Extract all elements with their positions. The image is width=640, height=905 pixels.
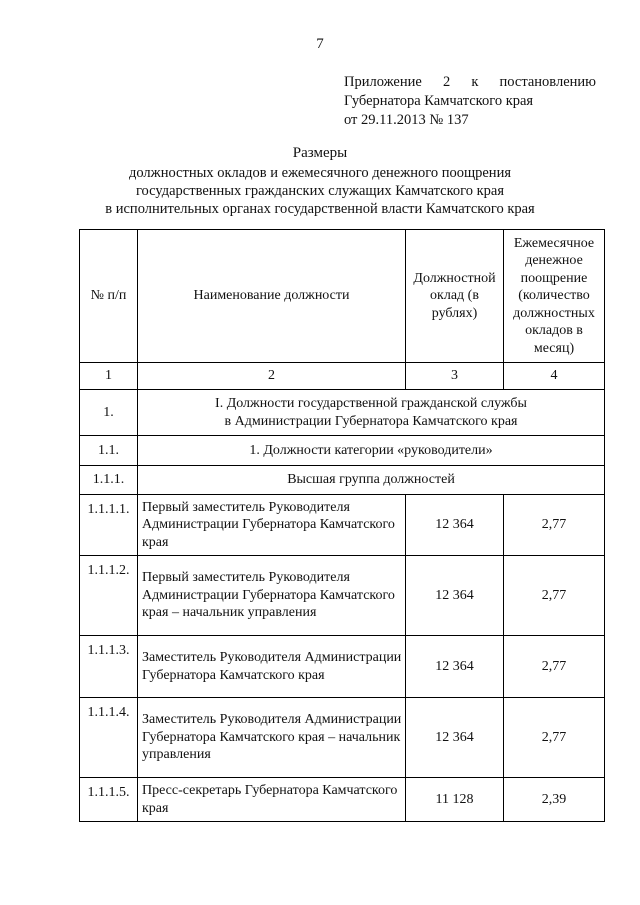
column-number-row: [80, 363, 605, 390]
salary-table: [79, 229, 605, 822]
header-salary: Должностной оклад (в рублях): [406, 230, 504, 363]
row-salary: 12 364: [406, 556, 504, 636]
title-line-4: в исполнительных органах государственной власти Камчатского края: [105, 201, 535, 217]
subsection-row: [80, 436, 605, 466]
col-number: 4: [504, 363, 605, 390]
row-position: Первый заместитель Руководителя Администрации Губернатора Камчатского края: [138, 495, 406, 556]
group-num: 1.1.1.: [80, 466, 138, 495]
section-title-line-2: в Администрации Губернатора Камчатского края: [224, 413, 518, 429]
col-number: 3: [406, 363, 504, 390]
appendix-line-3: от 29.11.2013 № 137: [344, 112, 469, 128]
appendix-line-1: Приложение 2 к постановлению: [344, 74, 596, 90]
row-salary: 12 364: [406, 495, 504, 556]
title-line-2: должностных окладов и ежемесячного денежного поощрения: [129, 165, 511, 181]
row-position: Первый заместитель Руководителя Администрации Губернатора Камчатского края – начальник управления: [138, 556, 406, 636]
row-bonus: 2,77: [504, 636, 605, 698]
table-header-row: [80, 230, 605, 363]
table-row: [80, 495, 605, 556]
section-num: 1.: [80, 390, 138, 436]
row-bonus: 2,77: [504, 495, 605, 556]
table-row: [80, 636, 605, 698]
row-num: 1.1.1.1.: [80, 495, 138, 556]
row-num: 1.1.1.2.: [80, 556, 138, 636]
table-row: [80, 778, 605, 822]
table-row: [80, 698, 605, 778]
title-line-3: государственных гражданских служащих Камчатского края: [135, 183, 505, 199]
row-position: Заместитель Руководителя Администрации Губернатора Камчатского края – начальник управления: [138, 698, 406, 778]
group-row: [80, 466, 605, 495]
section-title: [138, 390, 605, 436]
row-salary: 12 364: [406, 698, 504, 778]
appendix-line-2: Губернатора Камчатского края: [344, 93, 534, 109]
header-bonus: Ежемесячное денежное поощрение (количество должностных окладов в месяц): [504, 230, 605, 363]
section-row: [80, 390, 605, 436]
row-position: Заместитель Руководителя Администрации Губернатора Камчатского края: [138, 636, 406, 698]
group-title: Высшая группа должностей: [138, 466, 605, 495]
row-bonus: 2,77: [504, 556, 605, 636]
col-number: 1: [80, 363, 138, 390]
row-num: 1.1.1.3.: [80, 636, 138, 698]
page-number: 7: [316, 36, 324, 52]
row-position: Пресс-секретарь Губернатора Камчатского края: [138, 778, 406, 822]
col-number: 2: [138, 363, 406, 390]
header-num: № п/п: [80, 230, 138, 363]
section-title-line-1: I. Должности государственной гражданской службы: [215, 396, 527, 411]
document-title: [60, 144, 580, 218]
header-name: Наименование должности: [138, 230, 406, 363]
row-num: 1.1.1.5.: [80, 778, 138, 822]
subsection-num: 1.1.: [80, 436, 138, 466]
appendix-note: [344, 73, 596, 130]
row-salary: 12 364: [406, 636, 504, 698]
title-line-1: Размеры: [292, 145, 348, 161]
row-salary: 11 128: [406, 778, 504, 822]
subsection-title: 1. Должности категории «руководители»: [138, 436, 605, 466]
row-num: 1.1.1.4.: [80, 698, 138, 778]
row-bonus: 2,77: [504, 698, 605, 778]
table-row: [80, 556, 605, 636]
row-bonus: 2,39: [504, 778, 605, 822]
